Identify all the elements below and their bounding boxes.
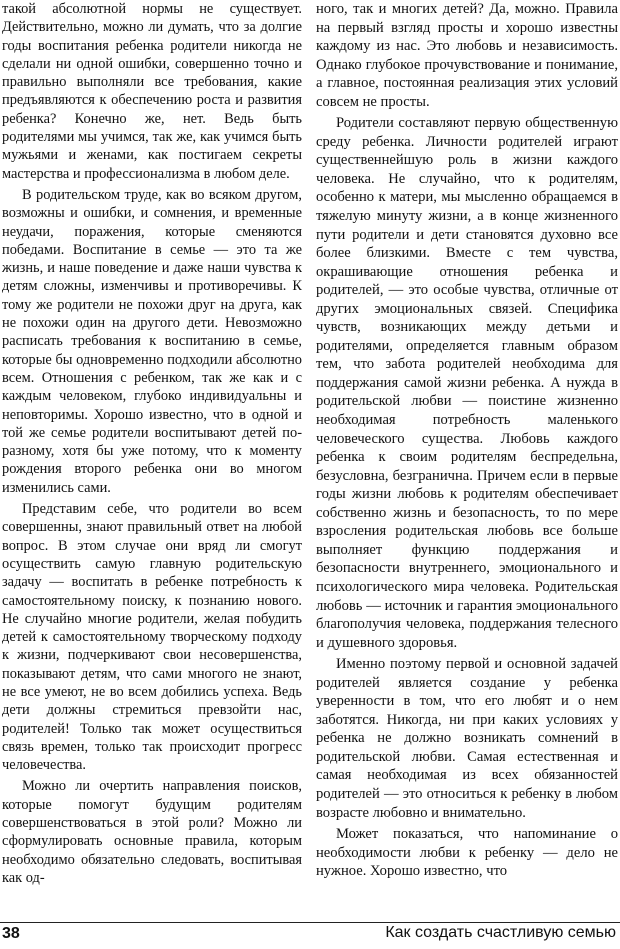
footer-rule [0,922,620,923]
running-title: Как создать счастливую семью [385,924,616,941]
paragraph: ного, так и многих детей? Да, можно. Правила на первый взгляд просты и хорошо известны каждому из нас. Это любовь и независимость. Однако глубокое прочувствование и понимание, а главное, постоянная реализация этих условий совсем не просты. [316,1,618,110]
paragraph: Представим себе, что родители во всем совершенны, знают правильный ответ на любой вопрос. В этом случае они вряд ли смогут осуществить самую главную родительскую задачу — воспитать в ребенке потребность к самостоятельному поиску, к познанию нового. Не случайно многие родители, желая побудить детей к самостоятельному творческому подходу к жизни, подчеркивают свои несовершенства, показывают детям, что сами многого не знают, не все умеют, не во всем добились успеха. Ведь дети должны стремиться превзойти нас, родителей! Только так может осуществиться связь времен, только так происходит прогресс человечества. [2,501,302,774]
left-text-column [2,0,302,887]
paragraph: Может показаться, что напоминание о необходимости любви к ребенку — дело не нужное. Хорошо известно, что [316,826,618,880]
paragraph: Именно поэтому первой и основной задачей родителей является создание у ребенка уверенности в том, что его любят и о нем заботятся. Никогда, ни при каких условиях у ребенка не должно возникать сомнений в родительской любви. Самая естественная и самая необходимая из всех обязанностей родителей — это относиться к ребенку в любом возрасте любовно и внимательно. [316,656,618,821]
paragraph: Родители составляют первую общественную среду ребенка. Личности родителей играют существеннейшую роль в жизни каждого человека. Не случайно, что к родителям, особенно к матери, мы мысленно обращаемся в тяжелую минуту жизни, а в конце жизненного пути родители и дети становятся духовно все более близкими. Вместе с тем чувства, окрашивающие отношения ребенка и родителей, — это особые чувства, отличные от других эмоциональных связей. Специфика чувств, возникающих между детьми и родителями, определяется главным образом тем, что забота родителей необходима для поддержания самой жизни ребенка. А нужда в родительской любви — поистине жизненно необходимая потребность маленького человеческого существа. Любовь каждого ребенка к своим родителям беспредельна, безусловна, безгранична. Причем если в первые годы жизни любовь к родителям обеспечивает собственно жизнь и безопасность, то по мере взросления родительская любовь все больше выполняет функцию поддержания и безопасности внутреннего, эмоционального и психологического мира человека. Родительская любовь — источник и гарантия эмоционального благополучия человека, поддержания телесного и душевного здоровья. [316,115,618,651]
page-number: 38 [2,925,20,942]
paragraph: В родительском труде, как во всяком другом, возможны и ошибки, и сомнения, и временные неудачи, поражения, которые сменяются победами. Воспитание в семье — это та же жизнь, и наше поведение и даже наши чувства к детям сложны, изменчивы и противоречивы. К тому же родители не похожи друг на друга, как не похожи один на другого дети. Невозможно расписать требования к воспитанию в семье, которые бы одновременно подходили абсолютно всем. Отношения с ребенком, так же как и с каждым человеком, глубоко индивидуальны и неповторимы. Хорошо известно, что в одной и той же семье родители воспитывают детей по-разному, хотя бы уже потому, что к моменту рождения второго ребенка они во многом изменились сами. [2,186,302,496]
paragraph: такой абсолютной нормы не существует. Действительно, можно ли думать, что за долгие годы воспитания ребенка родители никогда не сделали ни одной ошибки, совершенно точно и правильно выполняли все требования, какие предъявляются к обеспечению роста и развития ребенка? Конечно же, нет. Ведь быть родителями мы учимся, так же, как учимся быть мужьями и женами, как постигаем секреты мастерства и профессионализма в любом деле. [2,1,302,182]
right-text-column [316,0,618,881]
paragraph: Можно ли очертить направления поисков, которые помогут будущим родителям совершенствоваться в этой роли? Можно ли сформулировать основные правила, которым необходимо обязательно следовать, воспитывая как од- [2,778,302,886]
